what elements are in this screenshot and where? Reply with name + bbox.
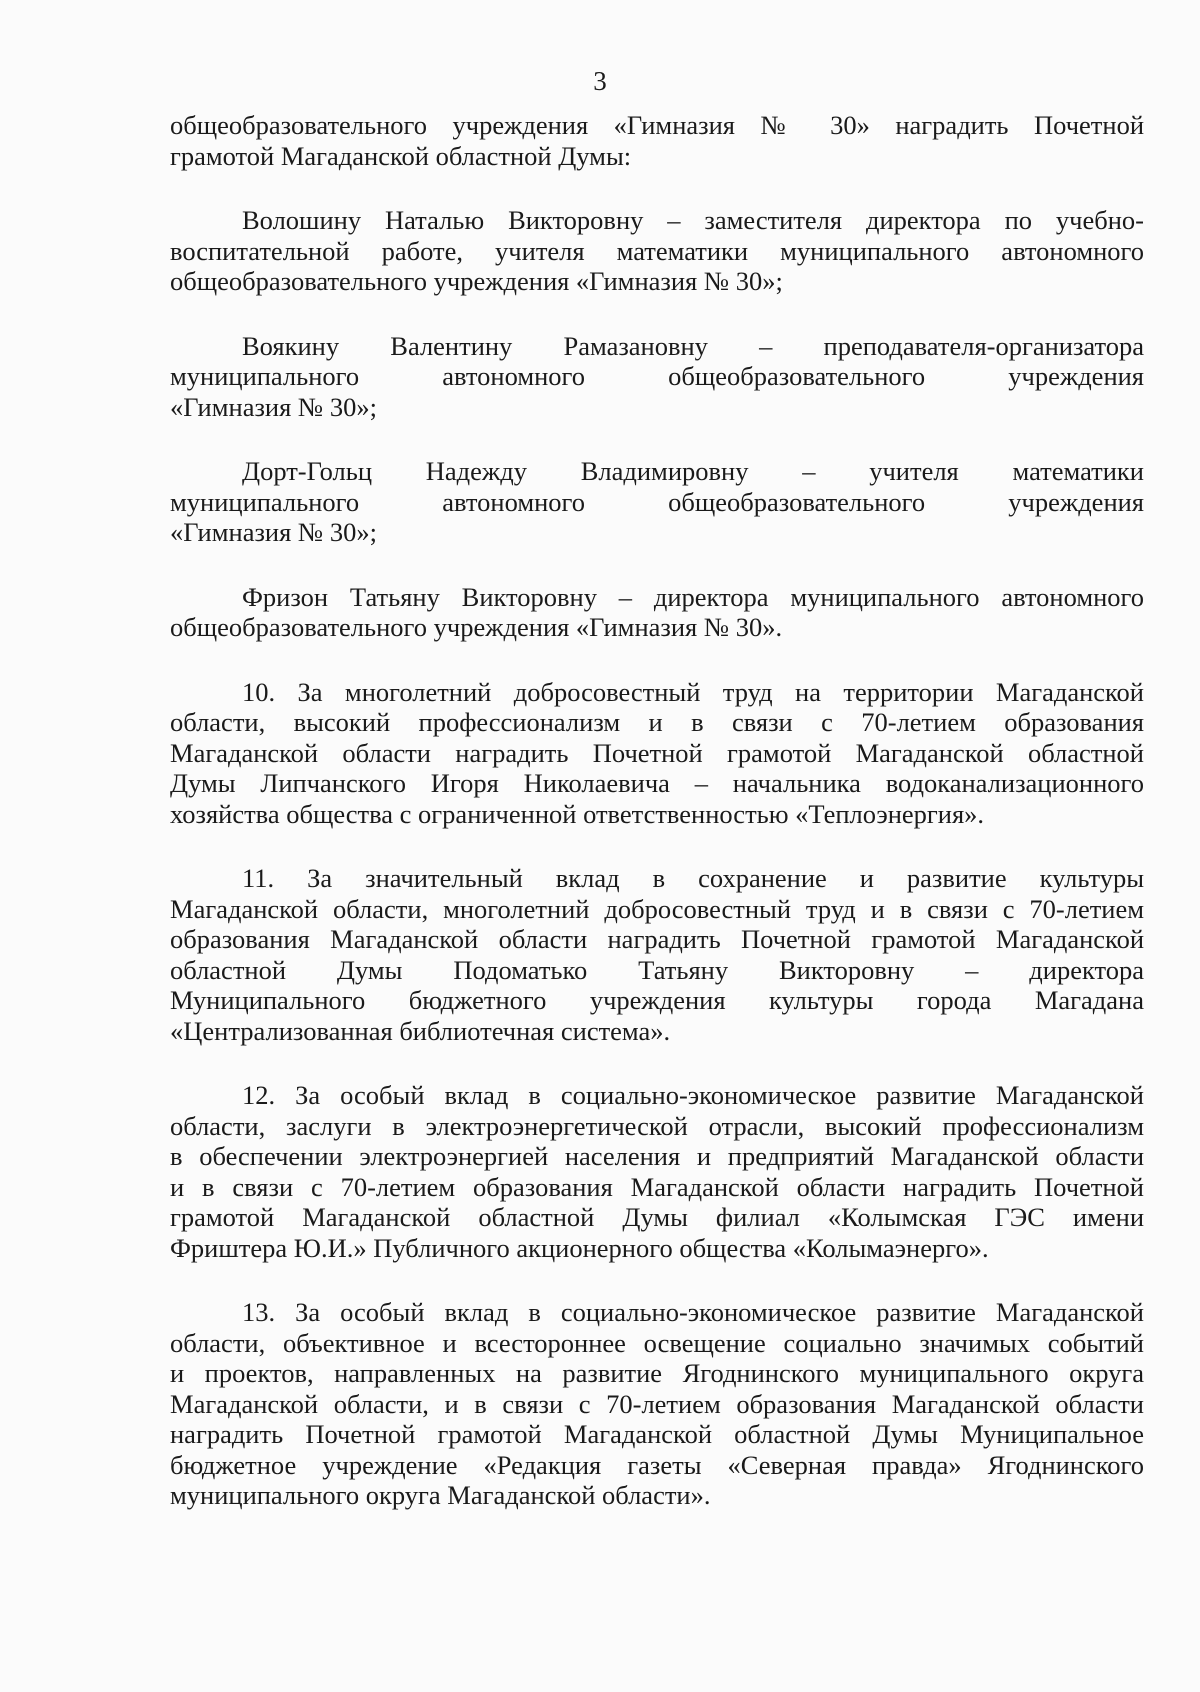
- text-line: «Гимназия № 30»;: [170, 517, 377, 547]
- text-line: 11. За значительный вклад в сохранение и развитие культуры: [242, 863, 1144, 893]
- page-number: 3: [593, 66, 607, 96]
- paragraph-voyakina: [170, 331, 1144, 423]
- text-line: бюджетное учреждение «Редакция газеты «Северная правда» Ягоднинского: [170, 1449, 1144, 1480]
- paragraph-item-11: [170, 863, 1144, 1046]
- text-line: областной Думы Подоматько Татьяну Викторовну – директора: [170, 954, 1144, 985]
- text-line: грамотой Магаданской областной Думы:: [170, 140, 632, 171]
- text-line: Думы Липчанского Игоря Николаевича – начальника водоканализационного: [170, 768, 1144, 798]
- text-line: Магаданской области наградить Почетной грамотой Магаданской областной: [170, 737, 1144, 768]
- text-line: Фриштера Ю.И.» Публичного акционерного общества «Колымаэнерго».: [170, 1232, 989, 1263]
- document-body: [170, 110, 1144, 1511]
- text-line: Воякину Валентину Рамазановну – преподавателя-организатора: [242, 330, 1144, 361]
- text-line: общеобразовательного учреждения «Гимназия № 30» наградить Почетной: [170, 110, 1144, 140]
- text-line: Дорт-Гольц Надежду Владимировну – учителя математики: [242, 456, 1144, 486]
- text-line: в обеспечении электроэнергией населения и предприятий Магаданской области: [170, 1141, 1144, 1171]
- text-line: области, заслуги в электроэнергетической отрасли, высокий профессионализм: [170, 1110, 1144, 1141]
- text-line: Фризон Татьяну Викторовну – директора муниципального автономного: [242, 581, 1144, 612]
- paragraph-voloshina: [170, 205, 1144, 297]
- text-line: воспитательной работе, учителя математики муниципального автономного: [170, 235, 1144, 266]
- paragraph-frizon: [170, 582, 1144, 643]
- text-line: «Централизованная библиотечная система».: [170, 1015, 671, 1046]
- paragraph-item-10: [170, 677, 1144, 830]
- text-line: общеобразовательного учреждения «Гимназия № 30».: [170, 612, 783, 642]
- paragraph-item-12: [170, 1080, 1144, 1263]
- text-line: и в связи с 70-летием образования Магаданской области наградить Почетной: [170, 1171, 1144, 1202]
- paragraph-item-13: [170, 1297, 1144, 1511]
- text-line: Муниципального бюджетного учреждения культуры города Магадана: [170, 985, 1144, 1015]
- text-line: наградить Почетной грамотой Магаданской областной Думы Муниципальное: [170, 1419, 1144, 1449]
- text-line: муниципального автономного общеобразовательного учреждения: [170, 486, 1144, 517]
- text-line: области, высокий профессионализм и в связи с 70-летием образования: [170, 707, 1144, 737]
- paragraph-dort-golts: [170, 456, 1144, 548]
- paragraph-intro: [170, 110, 1144, 171]
- text-line: общеобразовательного учреждения «Гимназия № 30»;: [170, 266, 783, 296]
- text-line: области, объективное и всестороннее освещение социально значимых событий: [170, 1327, 1144, 1358]
- text-line: 10. За многолетний добросовестный труд на территории Магаданской: [242, 676, 1144, 707]
- text-line: 12. За особый вклад в социально-экономическое развитие Магаданской: [242, 1080, 1144, 1110]
- text-line: Магаданской области, многолетний добросовестный труд и в связи с 70-летием: [170, 893, 1144, 924]
- text-line: муниципального округа Магаданской области».: [170, 1480, 711, 1510]
- text-line: и проектов, направленных на развитие Ягоднинского муниципального округа: [170, 1358, 1144, 1388]
- text-line: образования Магаданской области наградить Почетной грамотой Магаданской: [170, 924, 1144, 954]
- text-line: Волошину Наталью Викторовну – заместителя директора по учебно-: [242, 205, 1144, 235]
- text-line: «Гимназия № 30»;: [170, 391, 377, 422]
- text-line: грамотой Магаданской областной Думы филиал «Колымская ГЭС имени: [170, 1202, 1144, 1232]
- text-line: 13. За особый вклад в социально-экономическое развитие Магаданской: [242, 1297, 1144, 1327]
- text-line: Магаданской области, и в связи с 70-летием образования Магаданской области: [170, 1388, 1144, 1419]
- text-line: хозяйства общества с ограниченной ответственностью «Теплоэнергия».: [170, 798, 985, 829]
- text-line: муниципального автономного общеобразовательного учреждения: [170, 361, 1144, 391]
